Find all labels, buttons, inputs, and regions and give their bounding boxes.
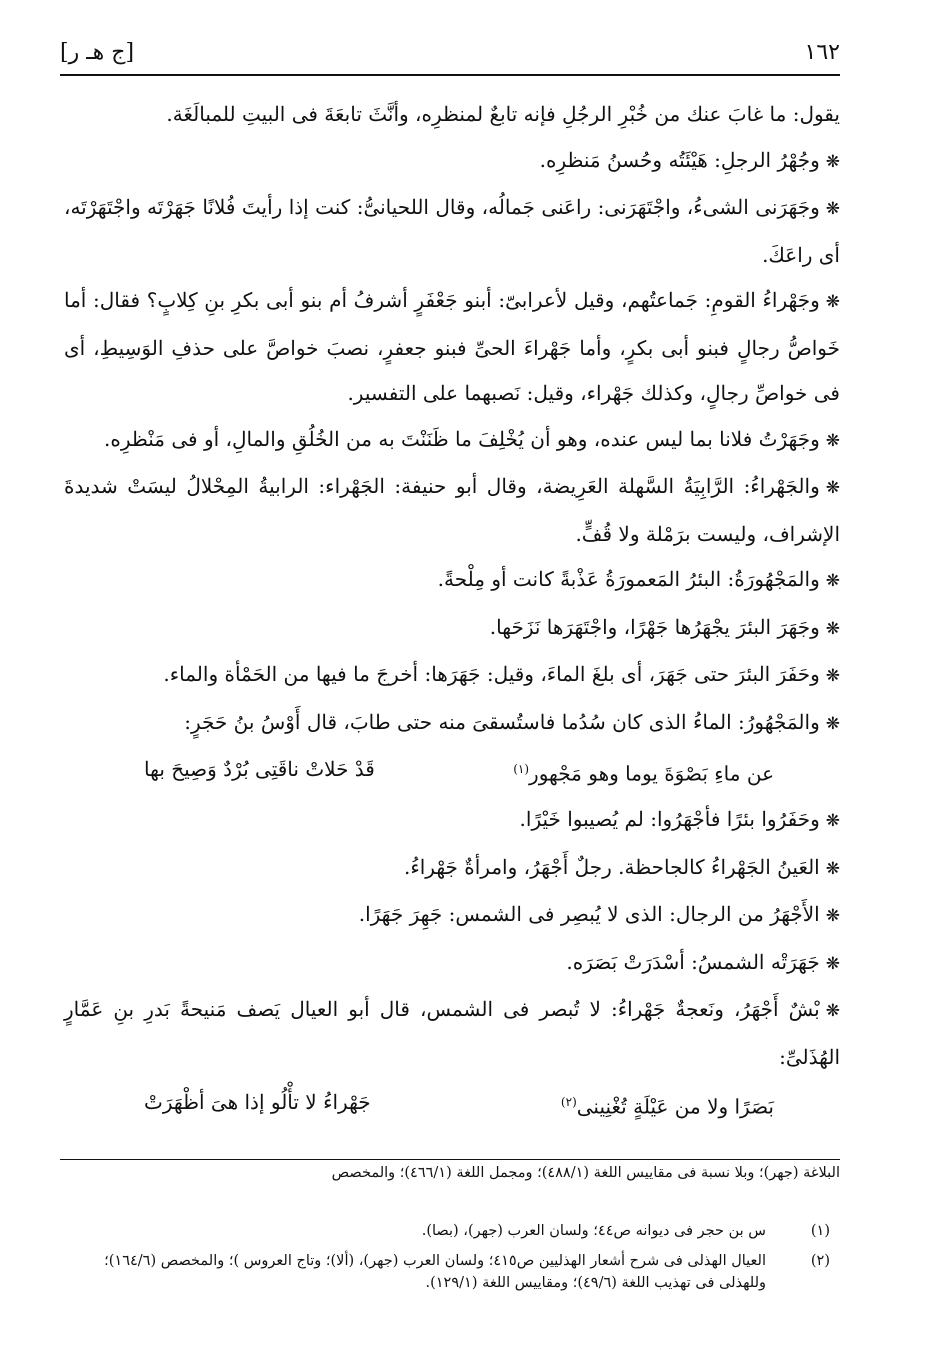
footnote-continuation: البلاغة (جهر)؛ وبلا نسبة فى مقاييس اللغة (٤٨٨/١)؛ ومجمل اللغة (٤٦٦/١)؛ والمخصص — [331, 1165, 840, 1181]
paragraph: ❋وجَهَرْتُ فلانا بما ليس عنده، وهو أن يُخْلِفَ ما ظَنَنْتَ به من الخُلُقِ والمالِ، أو فى مَنْظرِه. — [103, 426, 840, 451]
page-number: ١٦٢ — [804, 40, 840, 65]
footnote: (١) س بن حجر فى ديوانه ص٤٤؛ ولسان العرب (جهر)، (بصا). — [60, 1220, 840, 1242]
main-text — [64, 92, 840, 1130]
verse-second-hemistich: عن ماءِ بَصْوَةَ يوما وهو مَجْهور$^{(١)}$ — [513, 761, 774, 786]
asterism-icon: ❋ — [825, 811, 840, 832]
asterism-icon: ❋ — [825, 478, 840, 498]
paragraph: ❋جَهَرَتْه الشمسُ: أسْدَرَتْ بَصَرَه. — [566, 949, 840, 974]
asterism-icon: ❋ — [825, 151, 840, 172]
asterism-icon: ❋ — [825, 292, 840, 312]
paragraph: ❋وجَهَرَ البئرَ يجْهَرُها جَهْرًا، واجْتَهَرَها نَزَحَها. — [489, 614, 840, 639]
footnote-ref: (٢) — [560, 1095, 577, 1110]
asterism-icon: ❋ — [825, 953, 840, 974]
asterism-icon: ❋ — [825, 199, 840, 219]
verse-first-hemistich: قَدْ حَلاتْ ناقَتِى بُرْدٌ وَصِيحَ بها — [144, 757, 375, 781]
asterism-icon: ❋ — [825, 1001, 840, 1022]
footnotes — [60, 1162, 840, 1294]
asterism-icon: ❋ — [825, 430, 840, 451]
paragraph: ❋العَينُ الجَهْراءُ كالجاحظة. رجلٌ أَجْهَرُ، وامرأةٌ جَهْراءُ. — [403, 854, 840, 879]
root-letters: [ج هـ ر] — [60, 40, 135, 65]
footnote-rule — [60, 1159, 840, 1160]
paragraph: ❋الأَجْهَرُ من الرجال: الذى لا يُبصِر فى الشمس: جَهِرَ جَهَرًا. — [358, 902, 840, 927]
paragraph: ❋والمَجْهُورَةُ: البئرُ المَعمورَةُ عَذْبةً كانت أو مِلْحةً. — [437, 567, 840, 591]
asterism-icon: ❋ — [825, 906, 840, 927]
verse-line — [64, 747, 840, 797]
footnote: (٢) العيال الهذلى فى شرح أشعار الهذليين ص٤١٥؛ ولسان العرب (جهر)، (ألا)؛ وتاج العروس )؛ والمخصص (١٦٤/٦)؛ وللهذلى فى تهذيب اللغة (٤٩/٦)؛ ومقاييس اللغة (١٢٩/١). — [60, 1250, 840, 1294]
page-header — [60, 40, 840, 70]
footnote-number: (٢) — [810, 1253, 830, 1269]
paragraph: ❋والمَجْهُورُ: الماءُ الذى كان سُدُما فاستُسقىَ منه حتى طابَ، قال أَوْسُ بنُ حَجَرٍ: — [184, 709, 840, 734]
paragraph: ❋وحَفَرَ البئرَ حتى جَهَرَ، أى بلغَ الماءَ، وقيل: جَهَرَها: أخرجَ ما فيها من الحَمْأة والماء. — [163, 662, 840, 686]
paragraph: يقول: ما غابَ عنك من خُبْرِ الرجُلِ فإنه تابعٌ لمنظرِه، وأنَّثَ تابعَةَ فى البيتِ للمبالَغَة. — [166, 102, 840, 126]
paragraph: ❋وجُهْرُ الرجلِ: هَيْئَتُه وحُسنُ مَنظرِه. — [539, 147, 840, 172]
verse-second-hemistich: بَصَرًا ولا من عَيْلَةٍ تُغْنِينى$^{(٢)}$ — [560, 1094, 774, 1119]
paragraph: ❋والجَهْراءُ: الرَّابِيَةُ السَّهلة العَرِيضة، وقال أبو حنيفة: الجَهْراء: الرابيةُ المِحْلالُ ليسَتْ شديدةَ الإشراف، وليست برَمْلة ولا قُفٍّ. — [64, 474, 840, 546]
footnote-ref: (١) — [513, 762, 530, 776]
asterism-icon: ❋ — [825, 666, 840, 686]
asterism-icon: ❋ — [825, 858, 840, 879]
paragraph: ❋بْشٌ أَجْهَرُ، ونَعجةٌ جَهْراءُ: لا تُبصر فى الشمس، قال أبو العيال يَصف مَنيحةً بَدرِ بنِ عَمَّارٍ الهُذَلىِّ: — [64, 997, 840, 1069]
asterism-icon: ❋ — [825, 571, 840, 591]
asterism-icon: ❋ — [825, 713, 840, 734]
footnote-number: (١) — [810, 1223, 830, 1239]
paragraph: ❋وجَهَرَنى الشىءُ، واجْتَهَرَنى: راعَنى جَمالُه، وقال اللحيانىُّ: كنت إذا رأيتَ فُلانًا جَهَرْتَه واجْتَهَرْتَه، أى راعَكَ. — [64, 195, 840, 267]
verse-line — [64, 1080, 840, 1130]
header-rule — [60, 74, 840, 76]
paragraph: ❋وحَفَرُوا بئرًا فأجْهَرُوا: لم يُصيبوا خَيْرًا. — [519, 807, 840, 832]
paragraph: ❋وجَهْراءُ القومِ: جَماعتُهم، وقيل لأعرابىّ: أبنو جَعْفَرٍ أشرفُ أم بنو أبى بكرِ بنِ كِلابٍ؟ فقال: أما خَواصُّ رجالٍ فبنو أبى بكرٍ، وأما جَهْراءَ الحىِّ فبنو جعفرٍ، نصبَ خواصَّ على حذفِ الوَسِيطِ، أى فى خواصِّ رجالٍ، وكذلك جَهْراء، وقيل: نَصبهما على التفسير. — [64, 288, 840, 405]
asterism-icon: ❋ — [825, 618, 840, 639]
verse-first-hemistich: جَهْراءُ لا تأْلُو إذا هىَ أظْهَرَتْ — [144, 1090, 371, 1115]
